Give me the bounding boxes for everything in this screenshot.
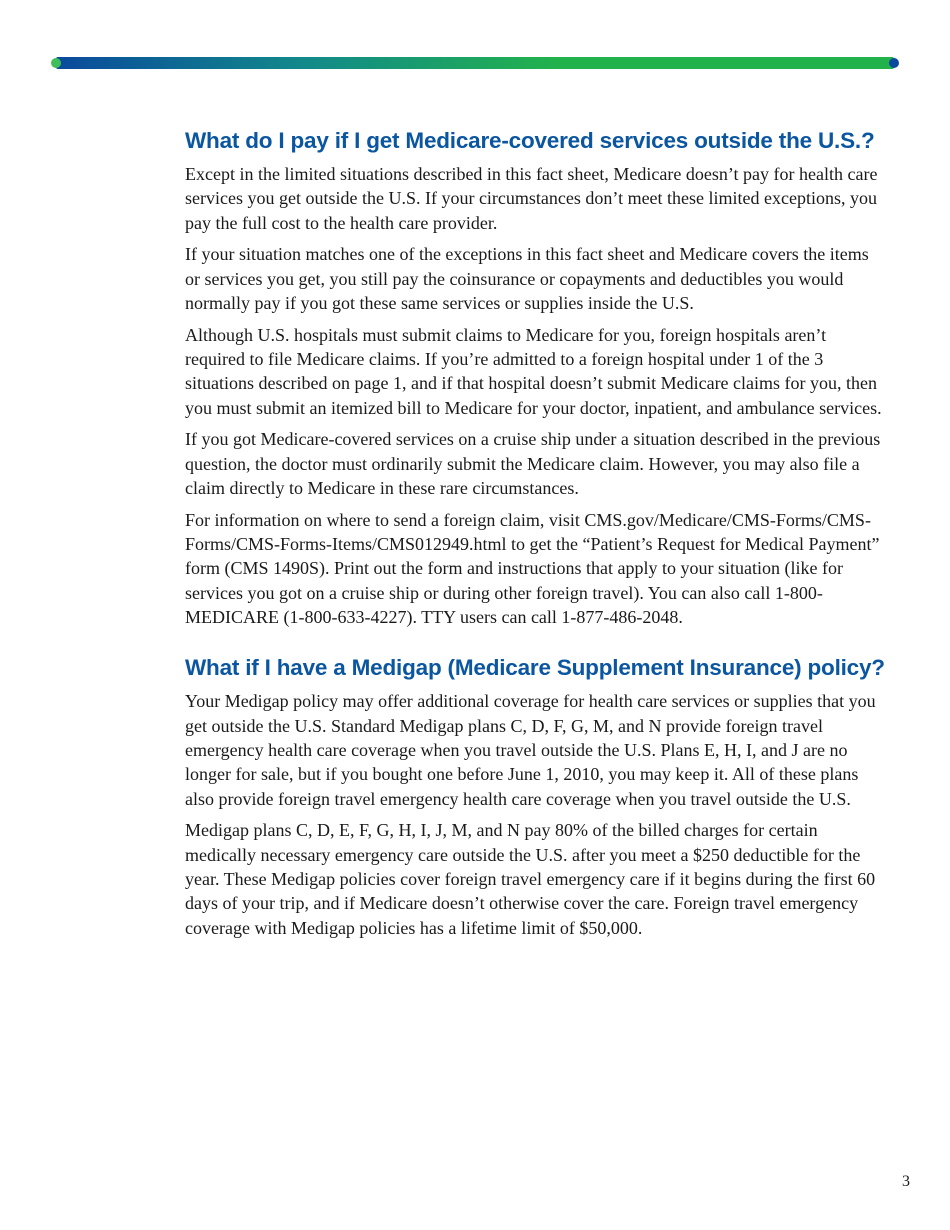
section-heading: What do I pay if I get Medicare-covered services outside the U.S.?	[185, 128, 875, 153]
paragraph: If your situation matches one of the exceptions in this fact sheet and Medicare covers the items or services you get, you still pay the coinsurance or copayments and deductibles you would normally pay if you got these same services or supplies inside the U.S.	[185, 244, 869, 313]
header-bar-left-dot	[51, 58, 61, 68]
page-number: 3	[902, 1173, 910, 1190]
section-medigap	[185, 653, 885, 939]
paragraph: If you got Medicare-covered services on a cruise ship under a situation described in the previous question, the doctor must ordinarily submit the Medicare claim. However, you may also file a claim directly to Medicare in these rare circumstances.	[185, 429, 881, 499]
paragraph: Medigap plans C, D, E, F, G, H, I, J, M, and N pay 80% of the billed charges for certain medically necessary emergency care outside the U.S. after you meet a $250 deductible for the year. These Medigap policies cover foreign travel emergency care if it begins during the first 60 days of your trip, and if Medicare doesn’t otherwise cover the care. Foreign travel emergency coverage with Medigap policies has a lifetime limit of $50,000.	[185, 820, 876, 938]
page-content	[185, 126, 885, 947]
paragraph: Your Medigap policy may offer additional coverage for health care services or supplies that you get outside the U.S. Standard Medigap plans C, D, F, G, M, and N provide foreign travel emergency health care coverage when you travel outside the U.S. Plans E, H, I, and J are no longer for sale, but if you bought one before June 1, 2010, you may keep it. All of these plans also provide foreign travel emergency health care coverage when you travel outside the U.S.	[185, 691, 876, 809]
section-foreign-services-cost	[185, 126, 885, 629]
header-bar-right-dot	[889, 58, 899, 68]
header-color-bar	[56, 57, 894, 69]
paragraph: Except in the limited situations described in this fact sheet, Medicare doesn’t pay for health care services you get outside the U.S. If your circumstances don’t meet these limited exceptions, you pay the full cost to the health care provider.	[185, 164, 878, 233]
paragraph: Although U.S. hospitals must submit claims to Medicare for you, foreign hospitals aren’t required to file Medicare claims. If you’re admitted to a foreign hospital under 1 of the 3 situations described on page 1, and if that hospital doesn’t submit Medicare claims for you, then you must submit an itemized bill to Medicare for your doctor, inpatient, and ambulance services.	[185, 324, 882, 418]
section-heading: What if I have a Medigap (Medicare Supplement Insurance) policy?	[185, 655, 885, 681]
paragraph: For information on where to send a foreign claim, visit CMS.gov/Medicare/CMS-Forms/CMS-Forms/CMS-Forms-Items/CMS012949.html to get the “Patient’s Request for Medical Payment” form (CMS 1490S). Print out the form and instructions that apply to your situation (like for services you got on a cruise ship or during other foreign travel). You can also call 1-800-MEDICARE (1-800-633-4227). TTY users can call 1-877-486-2048.	[185, 509, 880, 628]
